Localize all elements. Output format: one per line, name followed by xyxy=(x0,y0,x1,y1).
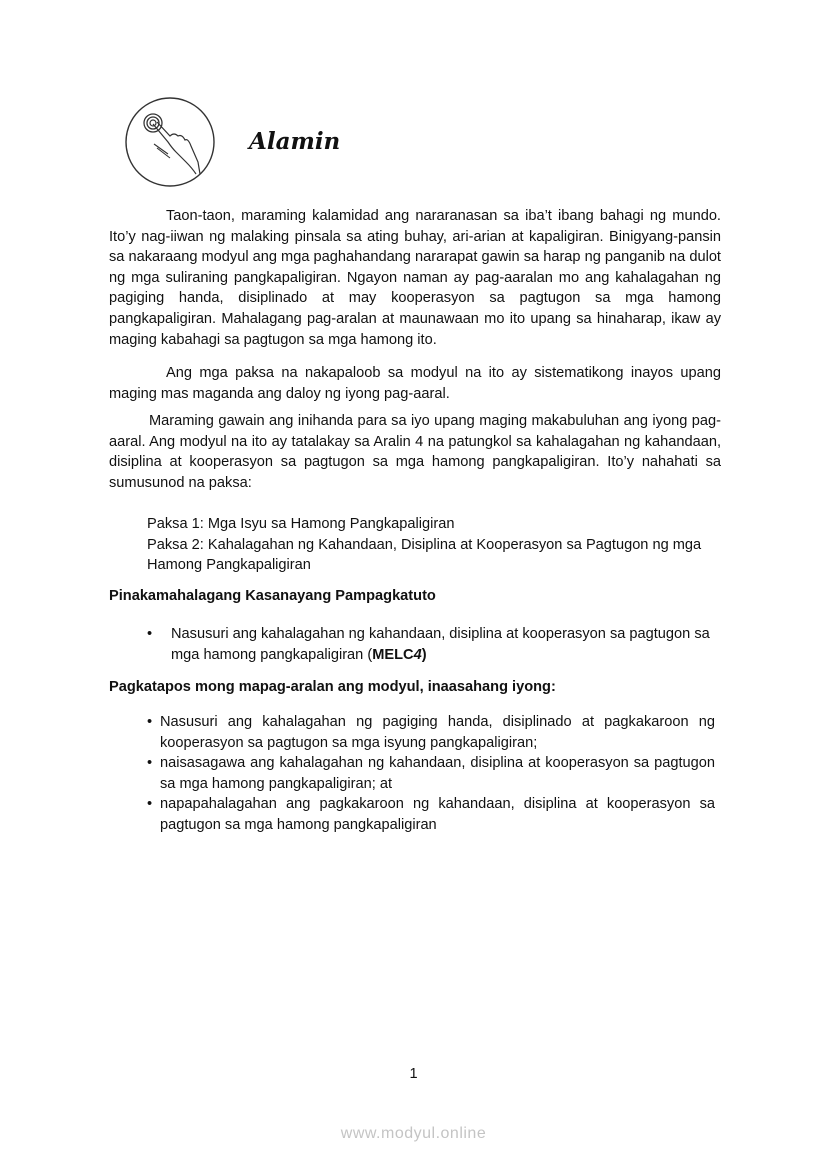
melc-close: ) xyxy=(421,646,427,663)
bullet-icon: • xyxy=(147,796,153,813)
melc-text: Nasusuri ang kahalagahan ng kahandaan, disiplina at kooperasyon sa pagtugon sa mga hamong pangkapaligiran ( xyxy=(171,626,710,663)
topic-item: Paksa 2: Kahalagahan ng Kahandaan, Disiplina at Kooperasyon sa Pagtugon ng mga Hamong Pangkapaligiran xyxy=(147,536,702,574)
objectives-heading: Pagkatapos mong mapag-aralan ang modyul, inaasahang iyong: xyxy=(109,679,556,695)
melc-list xyxy=(147,624,727,665)
melc-heading: Pinakamahalagang Kasanayang Pampagkatuto xyxy=(109,588,436,604)
page-number: 1 xyxy=(409,1066,418,1082)
melc-item xyxy=(147,624,727,665)
bullet-icon: • xyxy=(147,714,153,730)
objective-text: napapahalagahan ang pagkakaroon ng kahandaan, disiplina at kooperasyon sa pagtugon sa mga hamong pangkapaligiran xyxy=(160,796,715,833)
objective-item xyxy=(147,712,715,753)
topics-intro-paragraph: Ang mga paksa na nakapaloob sa modyul na ito ay sistematikong inayos upang maging mas maganda ang daloy ng iyong pag-aaral. xyxy=(109,365,721,402)
activities-paragraph: Maraming gawain ang inihanda para sa iyo upang maging makabuluhan ang iyong pag- aaral. Ang modyul na ito ay tatalakay sa Aralin 4 na patungkol sa kahalagahan ng kahandaan, disiplina at kooperasyon sa pagtugon sa mga hamong pangkapaligiran. Ito’y nahahati sa sumusunod na paksa: xyxy=(109,413,721,491)
topic-item: Paksa 1: Mga Isyu sa Hamong Pangkapaligiran xyxy=(147,516,455,532)
objective-text: naisasagawa ang kahalagahan ng kahandaan, disiplina at kooperasyon sa pagtugon sa mga hamong pangkapaligiran; at xyxy=(160,755,715,792)
objective-text: Nasusuri ang kahalagahan ng pagiging handa, disiplinado at pagkakaroon ng kooperasyon sa pagtugon sa mga isyung pangkapaligiran; xyxy=(160,714,715,751)
melc-code-number: 4 xyxy=(413,646,422,663)
objective-item xyxy=(147,794,715,835)
melc-code: MELC xyxy=(372,646,414,663)
section-title: Alamin xyxy=(249,128,341,155)
objectives-list xyxy=(147,712,715,836)
objective-item xyxy=(147,753,715,794)
watermark: www.modyul.online xyxy=(340,1125,487,1142)
hand-pointing-icon xyxy=(124,96,216,188)
topic-list xyxy=(147,514,747,576)
bullet-icon: • xyxy=(147,626,153,642)
intro-paragraph: Taon-taon, maraming kalamidad ang nararanasan sa iba’t ibang bahagi ng mundo. Ito’y nag-iiwan ng malaking pinsala sa ating buhay, ari-arian at kapaligiran. Binigyang-pansin sa nakaraang modyul ang mga paghahandang nararapat gawin sa harap ng panganib na dulot ng mga suliraning pangkapaligiran. Ngayon naman ay pag-aaralan mo ang kahalagahan ng pagiging handa, disiplinado at may kooperasyon sa pagtugon sa mga hamong pangkapaligiran. Mahalagang pag-aralan at maunawaan mo ito upang sa hinaharap, ikaw ay maging kabahagi sa pagtugon sa mga hamong ito. xyxy=(109,208,721,348)
bullet-icon: • xyxy=(147,755,153,772)
